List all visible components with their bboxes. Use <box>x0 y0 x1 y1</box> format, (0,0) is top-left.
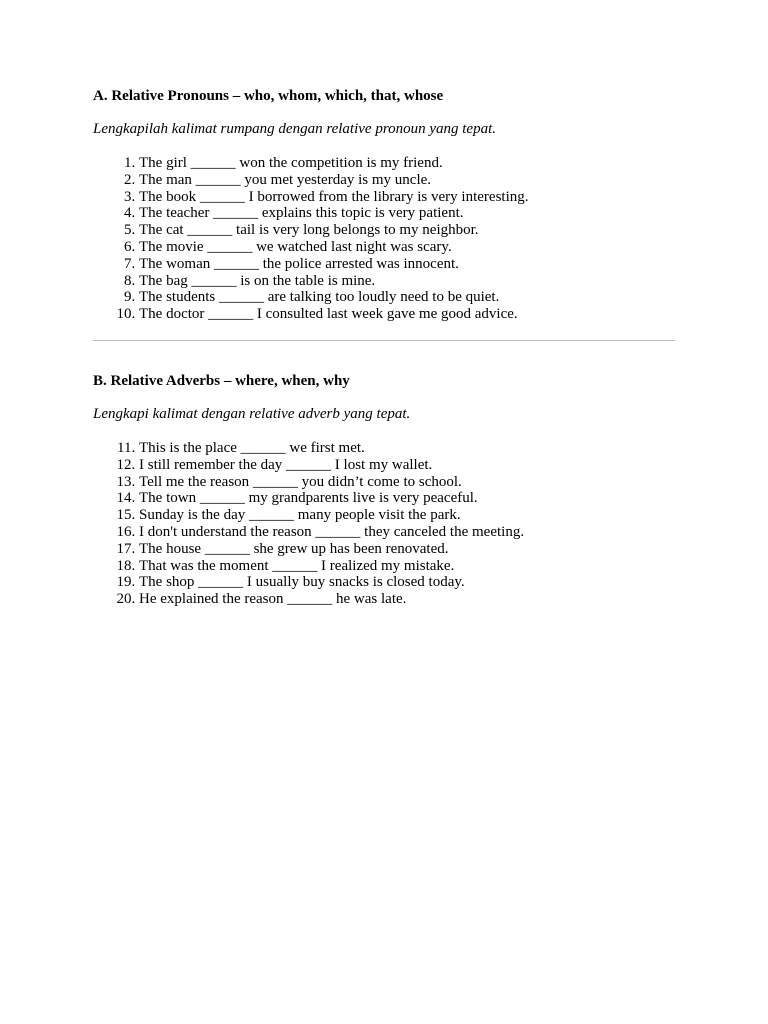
question-number: 15. <box>116 507 136 524</box>
question-item <box>93 541 675 558</box>
question-text: The man ______ you met yesterday is my uncle. <box>139 171 432 188</box>
question-item <box>93 574 675 591</box>
question-item <box>93 205 675 222</box>
question-item <box>93 474 675 491</box>
question-number: 13. <box>116 473 136 490</box>
question-text: The bag ______ is on the table is mine. <box>139 272 376 289</box>
question-item <box>93 189 675 206</box>
question-text: Sunday is the day ______ many people visit the park. <box>139 507 461 524</box>
question-text: The teacher ______ explains this topic is very patient. <box>139 205 464 222</box>
question-text: I still remember the day ______ I lost my wallet. <box>139 456 433 473</box>
question-item <box>93 172 675 189</box>
question-text: The students ______ are talking too loudly need to be quiet. <box>139 289 500 306</box>
question-number: 3. <box>124 188 136 205</box>
question-text: The cat ______ tail is very long belongs to my neighbor. <box>139 222 479 239</box>
question-item <box>93 524 675 541</box>
question-item <box>93 558 675 575</box>
question-number: 17. <box>116 540 136 557</box>
section-a-heading: A. Relative Pronouns – who, whom, which, that, whose <box>93 88 444 104</box>
question-text: Tell me the reason ______ you didn’t come to school. <box>139 473 462 490</box>
section-relative-pronouns <box>93 88 675 323</box>
question-number: 10. <box>116 306 136 323</box>
question-item <box>93 155 675 172</box>
section-divider <box>93 340 675 341</box>
question-item <box>93 440 675 457</box>
question-text: I don't understand the reason ______ they canceled the meeting. <box>139 523 525 540</box>
section-b-question-list <box>93 440 675 608</box>
question-item <box>93 222 675 239</box>
question-text: The doctor ______ I consulted last week gave me good advice. <box>139 306 518 323</box>
question-text: This is the place ______ we first met. <box>139 439 365 456</box>
question-number: 12. <box>116 456 136 473</box>
question-number: 18. <box>116 557 136 574</box>
question-item <box>93 289 675 306</box>
section-b-heading: B. Relative Adverbs – where, when, why <box>93 372 350 389</box>
question-item <box>93 306 675 323</box>
question-text: The house ______ she grew up has been renovated. <box>139 540 449 557</box>
question-text: The girl ______ won the competition is my friend. <box>139 155 443 171</box>
question-text: The woman ______ the police arrested was innocent. <box>139 255 459 272</box>
question-item <box>93 273 675 290</box>
question-number: 8. <box>124 272 136 289</box>
question-number: 20. <box>116 591 136 608</box>
question-number: 16. <box>116 523 136 540</box>
question-number: 14. <box>116 490 136 507</box>
section-b-instruction: Lengkapi kalimat dengan relative adverb yang tepat. <box>93 405 411 422</box>
question-item <box>93 239 675 256</box>
question-number: 1. <box>124 155 136 171</box>
question-text: That was the moment ______ I realized my mistake. <box>139 557 455 574</box>
section-a-instruction: Lengkapilah kalimat rumpang dengan relative pronoun yang tepat. <box>93 121 497 137</box>
question-item <box>93 507 675 524</box>
question-item <box>93 591 675 608</box>
question-number: 11. <box>117 439 136 456</box>
question-text: The shop ______ I usually buy snacks is closed today. <box>139 574 465 591</box>
question-item <box>93 457 675 474</box>
question-number: 4. <box>124 205 136 222</box>
question-number: 2. <box>124 171 136 188</box>
question-text: The town ______ my grandparents live is very peaceful. <box>139 490 478 507</box>
question-number: 6. <box>124 238 136 255</box>
section-a-question-list <box>93 155 675 323</box>
question-number: 7. <box>124 255 136 272</box>
question-item <box>93 490 675 507</box>
question-text: The movie ______ we watched last night was scary. <box>139 238 452 255</box>
worksheet-content <box>93 88 675 608</box>
section-relative-adverbs <box>93 373 675 608</box>
question-number: 9. <box>124 289 136 306</box>
question-number: 5. <box>124 222 136 239</box>
question-text: He explained the reason ______ he was late. <box>139 591 407 608</box>
question-item <box>93 256 675 273</box>
question-text: The book ______ I borrowed from the library is very interesting. <box>139 188 529 205</box>
question-number: 19. <box>116 574 136 591</box>
